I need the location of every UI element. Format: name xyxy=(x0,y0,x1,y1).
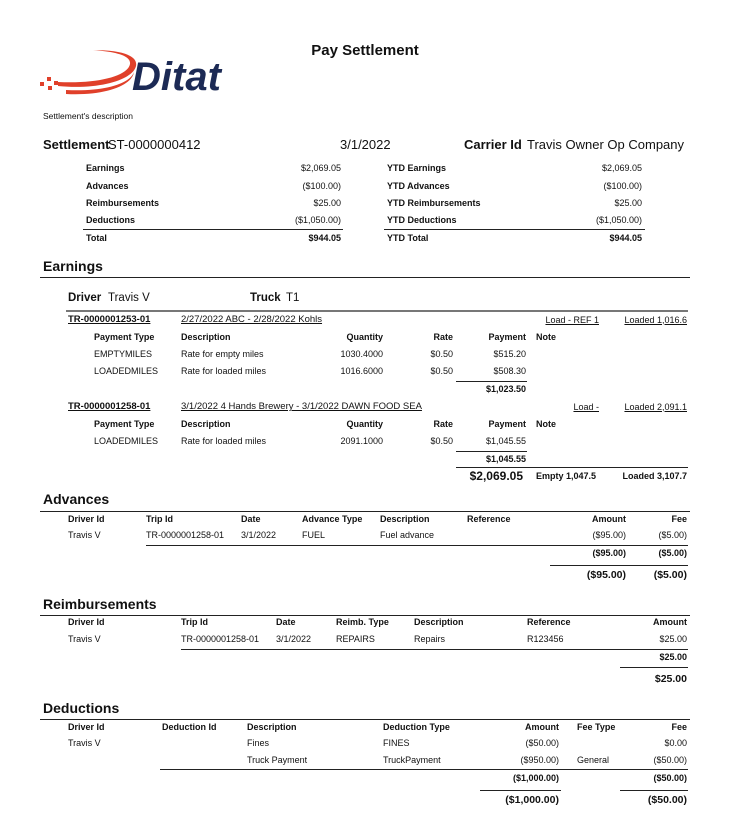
trip-route-link[interactable]: 2/27/2022 ABC - 2/28/2022 Kohls xyxy=(181,314,323,326)
column-header: Description xyxy=(247,722,297,732)
cell: Fines xyxy=(247,738,270,748)
ytd-value: $25.00 xyxy=(614,198,642,208)
trip-subtotal: $1,045.55 xyxy=(485,454,526,464)
subtotal-fee: ($50.00) xyxy=(653,773,687,783)
summary-label: Reimbursements xyxy=(86,198,160,208)
truck-name: T1 xyxy=(286,292,300,305)
summary-label: Earnings xyxy=(86,163,125,173)
section-title-deductions: Deductions xyxy=(43,700,120,716)
cell: $1,045.55 xyxy=(485,436,526,446)
summary-label: Total xyxy=(86,233,107,243)
divider xyxy=(66,310,688,312)
divider xyxy=(40,615,690,616)
column-header: Payment Type xyxy=(94,419,155,429)
summary-value: ($1,050.00) xyxy=(294,215,341,225)
column-header: Trip Id xyxy=(146,514,173,524)
cell: ($950.00) xyxy=(520,755,559,765)
column-header: Quantity xyxy=(346,419,383,429)
settlement-label: Settlement xyxy=(43,136,110,152)
cell: ($5.00) xyxy=(658,530,687,540)
summary-value: $2,069.05 xyxy=(300,163,341,173)
cell: 2091.1000 xyxy=(340,436,383,446)
column-header: Amount xyxy=(592,514,626,524)
ytd-label: YTD Total xyxy=(387,233,429,243)
subtotal-fee: ($5.00) xyxy=(658,548,687,558)
divider xyxy=(620,790,688,791)
trip-id-link[interactable]: TR-0000001253-01 xyxy=(68,314,151,326)
cell: $0.50 xyxy=(430,366,453,376)
cell: Rate for loaded miles xyxy=(181,366,267,376)
driver-label: Driver xyxy=(68,292,102,305)
column-header: Deduction Id xyxy=(162,722,217,732)
divider xyxy=(160,769,688,770)
cell: REPAIRS xyxy=(336,634,375,644)
summary-label: Deductions xyxy=(86,215,136,225)
column-header: Driver Id xyxy=(68,617,105,627)
subtotal-amount: ($95.00) xyxy=(592,548,626,558)
cell: FUEL xyxy=(302,530,326,540)
cell: TR-0000001258-01 xyxy=(146,530,225,540)
cell: Repairs xyxy=(414,634,446,644)
divider xyxy=(181,649,688,650)
cell: LOADEDMILES xyxy=(94,436,159,446)
divider xyxy=(620,667,688,668)
loaded-link[interactable]: Loaded 1,016.6 xyxy=(624,314,687,325)
cell: Truck Payment xyxy=(247,755,308,765)
column-header: Amount xyxy=(653,617,687,627)
svg-text:Ditat: Ditat xyxy=(132,55,221,98)
divider xyxy=(550,565,688,566)
settlement-date: 3/1/2022 xyxy=(340,136,391,152)
divider xyxy=(40,277,690,278)
column-header: Description xyxy=(414,617,464,627)
section-title-reimbursements: Reimbursements xyxy=(43,596,157,612)
cell: $0.00 xyxy=(664,738,687,748)
cell: 3/1/2022 xyxy=(241,530,277,540)
ytd-label: YTD Deductions xyxy=(387,215,457,225)
ytd-label: YTD Reimbursements xyxy=(387,198,481,208)
settlement-id: ST-0000000412 xyxy=(108,136,201,152)
column-header: Reference xyxy=(527,617,571,627)
earnings-total: $2,069.05 xyxy=(469,469,523,483)
section-title-advances: Advances xyxy=(43,491,110,507)
divider xyxy=(40,719,690,720)
truck-label: Truck xyxy=(250,292,281,305)
column-header: Trip Id xyxy=(181,617,208,627)
column-header: Description xyxy=(380,514,430,524)
divider xyxy=(384,229,645,230)
cell: 3/1/2022 xyxy=(276,634,312,644)
summary-label: Advances xyxy=(86,181,129,191)
subtotal-amount: ($1,000.00) xyxy=(512,773,559,783)
section-title-earnings: Earnings xyxy=(43,258,103,274)
divider xyxy=(456,381,527,382)
total-amount: ($95.00) xyxy=(586,568,626,581)
column-header: Reference xyxy=(467,514,511,524)
column-header: Fee xyxy=(671,514,687,524)
summary-value: ($100.00) xyxy=(302,181,341,191)
column-header: Reimb. Type xyxy=(336,617,389,627)
cell: $25.00 xyxy=(659,634,687,644)
column-header: Deduction Type xyxy=(383,722,450,732)
column-header: Payment xyxy=(488,419,526,429)
column-header: Description xyxy=(181,332,231,342)
ytd-value: ($100.00) xyxy=(603,181,642,191)
load-link[interactable]: Load - xyxy=(573,401,599,412)
cell: $508.30 xyxy=(493,366,526,376)
cell: ($95.00) xyxy=(592,530,626,540)
page-title: Pay Settlement xyxy=(311,41,419,59)
cell: LOADEDMILES xyxy=(94,366,159,376)
cell: $515.20 xyxy=(493,349,526,359)
column-header: Rate xyxy=(433,419,453,429)
summary-value: $25.00 xyxy=(313,198,341,208)
divider xyxy=(146,545,688,546)
total-amount: $25.00 xyxy=(654,672,687,685)
driver-name: Travis V xyxy=(108,292,150,305)
ytd-label: YTD Earnings xyxy=(387,163,447,173)
total-fee: ($5.00) xyxy=(653,568,687,581)
cell: TruckPayment xyxy=(383,755,441,765)
cell: $0.50 xyxy=(430,436,453,446)
cell: TR-0000001258-01 xyxy=(181,634,260,644)
cell: Travis V xyxy=(68,530,101,540)
column-header: Date xyxy=(276,617,296,627)
divider xyxy=(456,467,688,468)
divider xyxy=(480,790,561,791)
column-header: Driver Id xyxy=(68,722,105,732)
settlement-description: Settlement's description xyxy=(43,110,133,121)
cell: ($50.00) xyxy=(525,738,559,748)
trip-route-link[interactable]: 3/1/2022 4 Hands Brewery - 3/1/2022 DAWN FOOD SEA xyxy=(181,401,422,413)
carrier-name: Travis Owner Op Company xyxy=(527,136,685,152)
divider xyxy=(83,229,343,230)
cell: 1030.4000 xyxy=(340,349,383,359)
empty-total: Empty 1,047.5 xyxy=(536,471,597,481)
cell: 1016.6000 xyxy=(340,366,383,376)
cell: R123456 xyxy=(527,634,564,644)
cell: Rate for loaded miles xyxy=(181,436,267,446)
loaded-link[interactable]: Loaded 2,091.1 xyxy=(624,401,687,412)
cell: $0.50 xyxy=(430,349,453,359)
column-header: Amount xyxy=(525,722,559,732)
ditat-logo xyxy=(38,46,260,98)
ytd-value: ($1,050.00) xyxy=(595,215,642,225)
column-header: Fee xyxy=(671,722,687,732)
column-header: Note xyxy=(536,419,556,429)
divider xyxy=(40,511,690,512)
column-header: Description xyxy=(181,419,231,429)
ytd-label: YTD Advances xyxy=(387,181,450,191)
cell: EMPTYMILES xyxy=(94,349,153,359)
summary-value: $944.05 xyxy=(308,233,341,243)
loaded-total: Loaded 3,107.7 xyxy=(622,471,687,481)
column-header: Rate xyxy=(433,332,453,342)
cell: Travis V xyxy=(68,634,101,644)
total-fee: ($50.00) xyxy=(647,793,687,806)
column-header: Driver Id xyxy=(68,514,105,524)
divider xyxy=(456,451,527,452)
column-header: Note xyxy=(536,332,556,342)
cell: ($50.00) xyxy=(653,755,687,765)
column-header: Payment Type xyxy=(94,332,155,342)
carrier-label: Carrier Id xyxy=(464,136,522,152)
total-amount: ($1,000.00) xyxy=(505,793,559,806)
column-header: Date xyxy=(241,514,261,524)
ytd-value: $944.05 xyxy=(609,233,642,243)
cell: General xyxy=(577,755,610,765)
column-header: Quantity xyxy=(346,332,383,342)
ytd-value: $2,069.05 xyxy=(601,163,642,173)
cell: Rate for empty miles xyxy=(181,349,264,359)
trip-id-link[interactable]: TR-0000001258-01 xyxy=(68,401,151,413)
cell: FINES xyxy=(383,738,410,748)
trip-subtotal: $1,023.50 xyxy=(485,384,526,394)
column-header: Fee Type xyxy=(577,722,616,732)
column-header: Payment xyxy=(488,332,526,342)
cell: Travis V xyxy=(68,738,101,748)
load-link[interactable]: Load - REF 1 xyxy=(545,314,599,325)
subtotal-amount: $25.00 xyxy=(659,652,687,662)
cell: Fuel advance xyxy=(380,530,435,540)
column-header: Advance Type xyxy=(302,514,363,524)
